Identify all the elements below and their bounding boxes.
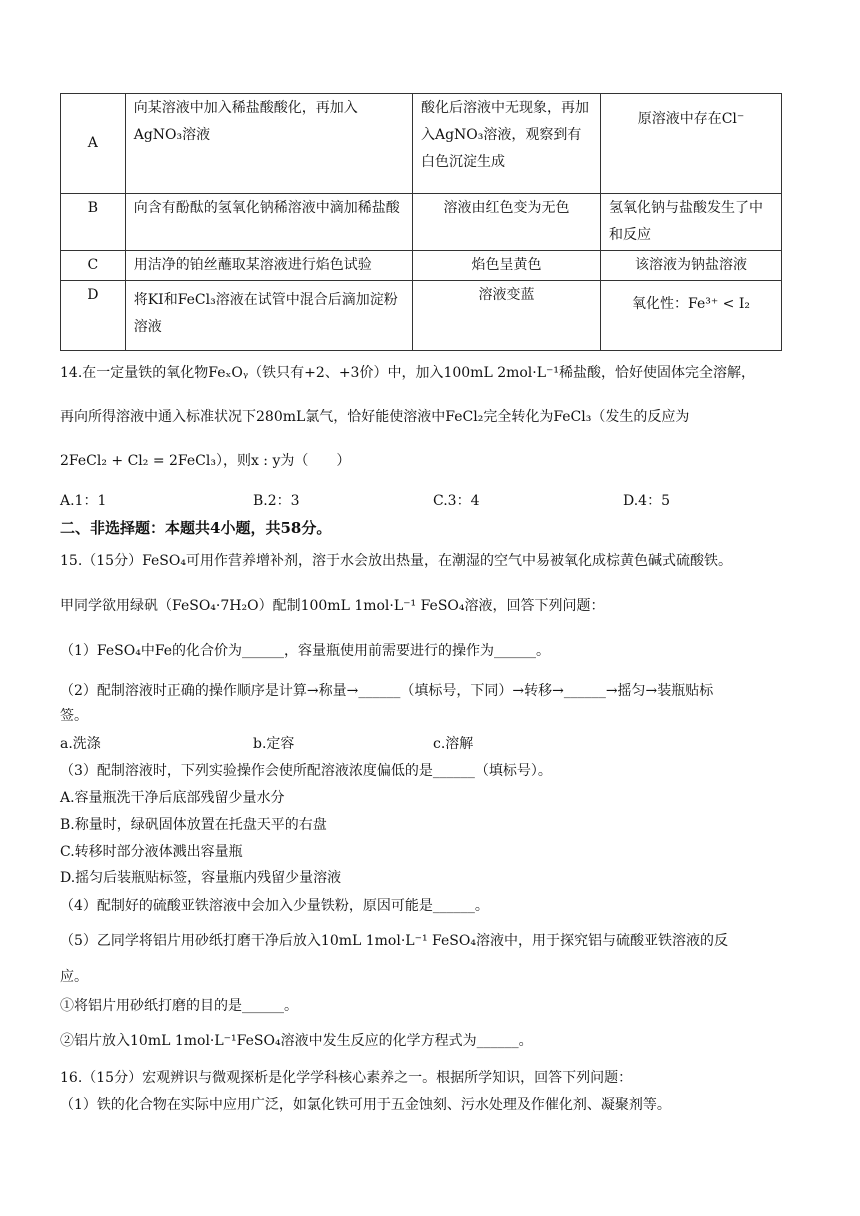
row-label: A bbox=[61, 94, 126, 194]
conclusion-cell: 原溶液中存在Cl⁻ bbox=[601, 94, 782, 194]
q15-part2-options bbox=[60, 733, 800, 755]
q15-part2: （2）配制溶液时正确的操作顺序是计算→称量→______（填标号，下同）→转移→______→摇匀→装瓶贴标 bbox=[60, 683, 714, 699]
q15-option-a: a.洗涤 bbox=[60, 736, 101, 752]
q15-option-c: c.溶解 bbox=[433, 736, 474, 752]
operation-cell: 用洁净的铂丝蘸取某溶液进行焰色试验 bbox=[125, 251, 412, 281]
table-row bbox=[61, 281, 782, 351]
conclusion-cell: 氧化性：Fe³⁺ < I₂ bbox=[601, 281, 782, 351]
q15-intro1: 15.（15分）FeSO₄可用作营养增补剂，溶于水会放出热量，在潮湿的空气中易被氧化成棕黄色碱式硫酸铁。 bbox=[60, 553, 732, 569]
q14-options bbox=[60, 490, 800, 512]
q16-part1: （1）铁的化合物在实际中应用广泛，如氯化铁可用于五金蚀刻、污水处理及作催化剂、凝聚剂等。 bbox=[60, 1097, 671, 1113]
operation-cell: 向含有酚酞的氢氧化钠稀溶液中滴加稀盐酸 bbox=[125, 194, 412, 251]
operation-cell: 将KI和FeCl₃溶液在试管中混合后滴加淀粉溶液 bbox=[125, 281, 412, 351]
q15-part5: （5）乙同学将铝片用砂纸打磨干净后放入10mL 1mol·L⁻¹ FeSO₄溶液中，用于探究铝与硫酸亚铁溶液的反 bbox=[60, 933, 728, 949]
q14-option-c: C.3：4 bbox=[433, 493, 480, 509]
q14-option-b: B.2：3 bbox=[253, 493, 300, 509]
q15-part1: （1）FeSO₄中Fe的化合价为______，容量瓶使用前需要进行的操作为______。 bbox=[60, 643, 551, 659]
conclusion-cell: 氢氧化钠与盐酸发生了中和反应 bbox=[601, 194, 782, 251]
q15-part5-sub1: ①将铝片用砂纸打磨的目的是______。 bbox=[60, 998, 298, 1014]
row-label: B bbox=[61, 194, 126, 251]
q14-line3: 2FeCl₂ + Cl₂ = 2FeCl₃），则x : y为（ ） bbox=[60, 453, 351, 469]
q15-part4: （4）配制好的硫酸亚铁溶液中会加入少量铁粉，原因可能是______。 bbox=[60, 898, 489, 914]
phenomenon-cell: 焰色呈黄色 bbox=[412, 251, 600, 281]
table-row bbox=[61, 94, 782, 194]
operation-cell: 向某溶液中加入稀盐酸酸化，再加入AgNO₃溶液 bbox=[125, 94, 412, 194]
conclusion-cell: 该溶液为钠盐溶液 bbox=[601, 251, 782, 281]
q14-option-a: A.1：1 bbox=[60, 493, 107, 509]
q16-intro: 16.（15分）宏观辨识与微观探析是化学学科核心素养之一。根据所学知识，回答下列问题： bbox=[60, 1070, 633, 1086]
phenomenon-cell: 酸化后溶液中无现象，再加入AgNO₃溶液，观察到有白色沉淀生成 bbox=[412, 94, 600, 194]
q15-part3-option-a: A.容量瓶洗干净后底部残留少量水分 bbox=[60, 790, 285, 806]
table-row bbox=[61, 194, 782, 251]
q14-option-d: D.4：5 bbox=[623, 493, 670, 509]
q14-line1: 14.在一定量铁的氧化物FeₓOᵧ（铁只有+2、+3价）中，加入100mL 2mol·L⁻¹稀盐酸，恰好使固体完全溶解， bbox=[60, 365, 756, 381]
section-heading: 二、非选择题：本题共4小题，共58分。 bbox=[60, 519, 332, 537]
q15-part3-option-b: B.称量时，绿矾固体放置在托盘天平的右盘 bbox=[60, 817, 327, 833]
q15-part5-cont: 应。 bbox=[60, 969, 88, 985]
q14-line2: 再向所得溶液中通入标准状况下280mL氯气，恰好能使溶液中FeCl₂完全转化为FeCl₃（发生的反应为 bbox=[60, 409, 690, 425]
table-row bbox=[61, 251, 782, 281]
q15-option-b: b.定容 bbox=[253, 736, 295, 752]
q15-part3-option-c: C.转移时部分液体溅出容量瓶 bbox=[60, 844, 243, 860]
phenomenon-cell: 溶液变蓝 bbox=[412, 281, 600, 351]
q15-part3-option-d: D.摇匀后装瓶贴标签，容量瓶内残留少量溶液 bbox=[60, 870, 342, 886]
row-label: D bbox=[61, 281, 126, 351]
q15-part2-cont: 签。 bbox=[60, 708, 88, 724]
q15-part3: （3）配制溶液时，下列实验操作会使所配溶液浓度偏低的是______（填标号）。 bbox=[60, 763, 552, 779]
q15-part5-sub2: ②铝片放入10mL 1mol·L⁻¹FeSO₄溶液中发生反应的化学方程式为______。 bbox=[60, 1033, 533, 1049]
q15-intro2: 甲同学欲用绿矾（FeSO₄·7H₂O）配制100mL 1mol·L⁻¹ FeSO₄溶液，回答下列问题： bbox=[60, 598, 605, 614]
row-label: C bbox=[61, 251, 126, 281]
experiment-table bbox=[60, 93, 782, 351]
phenomenon-cell: 溶液由红色变为无色 bbox=[412, 194, 600, 251]
